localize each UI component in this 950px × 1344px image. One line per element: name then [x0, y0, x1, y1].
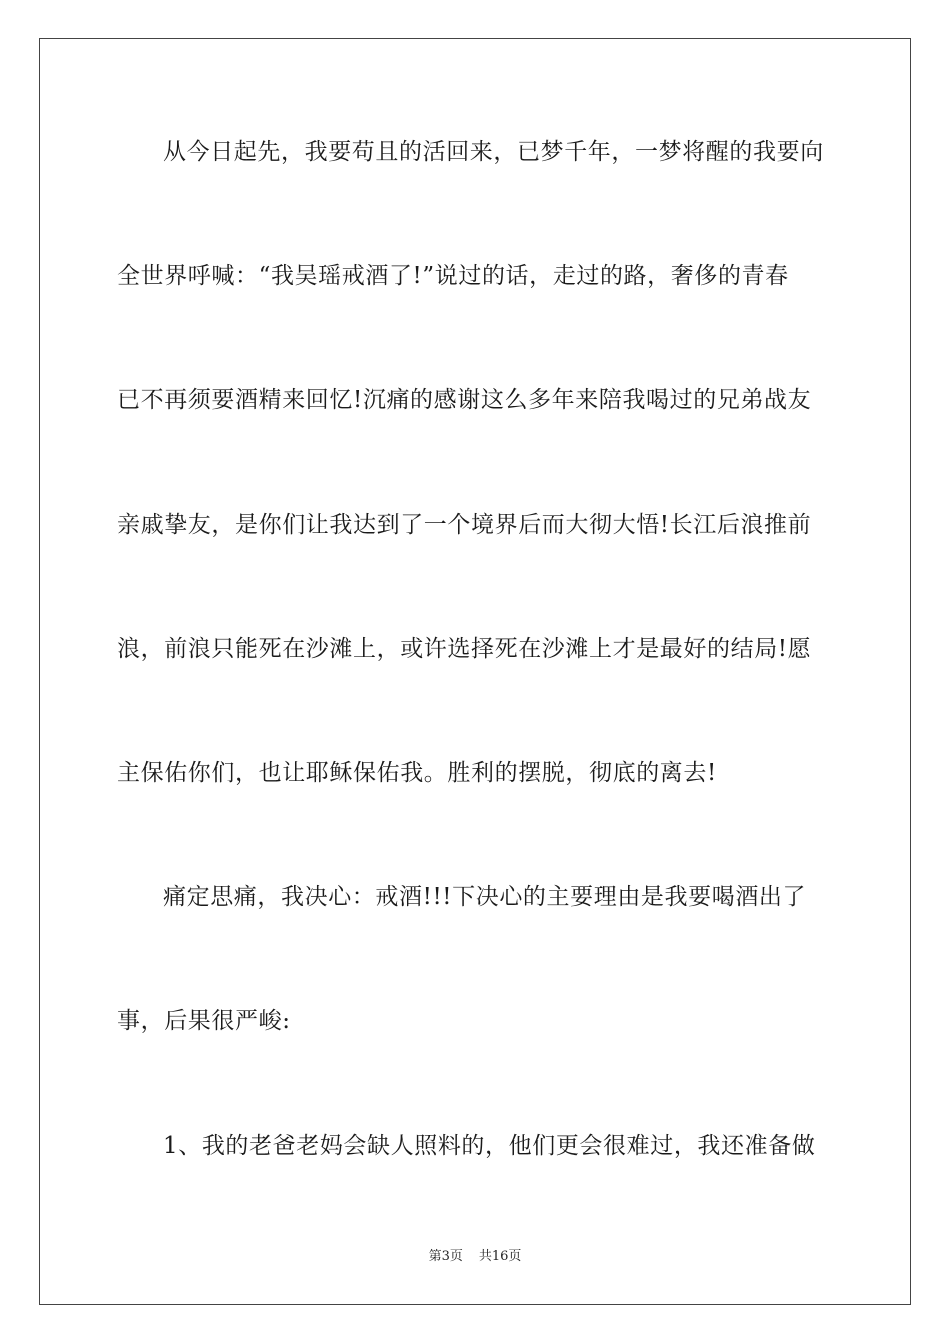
paragraph-line: 痛定思痛，我决心：戒酒!!!下决心的主要理由是我要喝酒出了 — [163, 884, 807, 910]
paragraph-line: 全世界呼喊：“我吴瑶戒酒了!”说过的话，走过的路，奢侈的青春 — [117, 263, 789, 289]
page-number: 第3页 — [428, 1249, 463, 1264]
paragraph-line: 从今日起先，我要苟且的活回来，已梦千年，一梦将醒的我要向 — [163, 139, 824, 165]
paragraph-line: 已不再须要酒精来回忆!沉痛的感谢这么多年来陪我喝过的兄弟战友 — [117, 387, 812, 413]
paragraph-line: 浪，前浪只能死在沙滩上，或许选择死在沙滩上才是最好的结局!愿 — [117, 636, 812, 662]
page-frame — [39, 38, 911, 1305]
paragraph-line: 亲戚挚友，是你们让我达到了一个境界后而大彻大悟!长江后浪推前 — [117, 512, 812, 538]
page-footer — [0, 1248, 950, 1266]
paragraph-line: 1、我的老爸老妈会缺人照料的，他们更会很难过，我还准备做 — [163, 1133, 816, 1159]
paragraph-line: 事，后果很严峻: — [117, 1008, 291, 1034]
page-total: 共16页 — [478, 1249, 522, 1264]
paragraph-line: 主保佑你们，也让耶稣保佑我。胜利的摆脱，彻底的离去! — [117, 760, 717, 786]
